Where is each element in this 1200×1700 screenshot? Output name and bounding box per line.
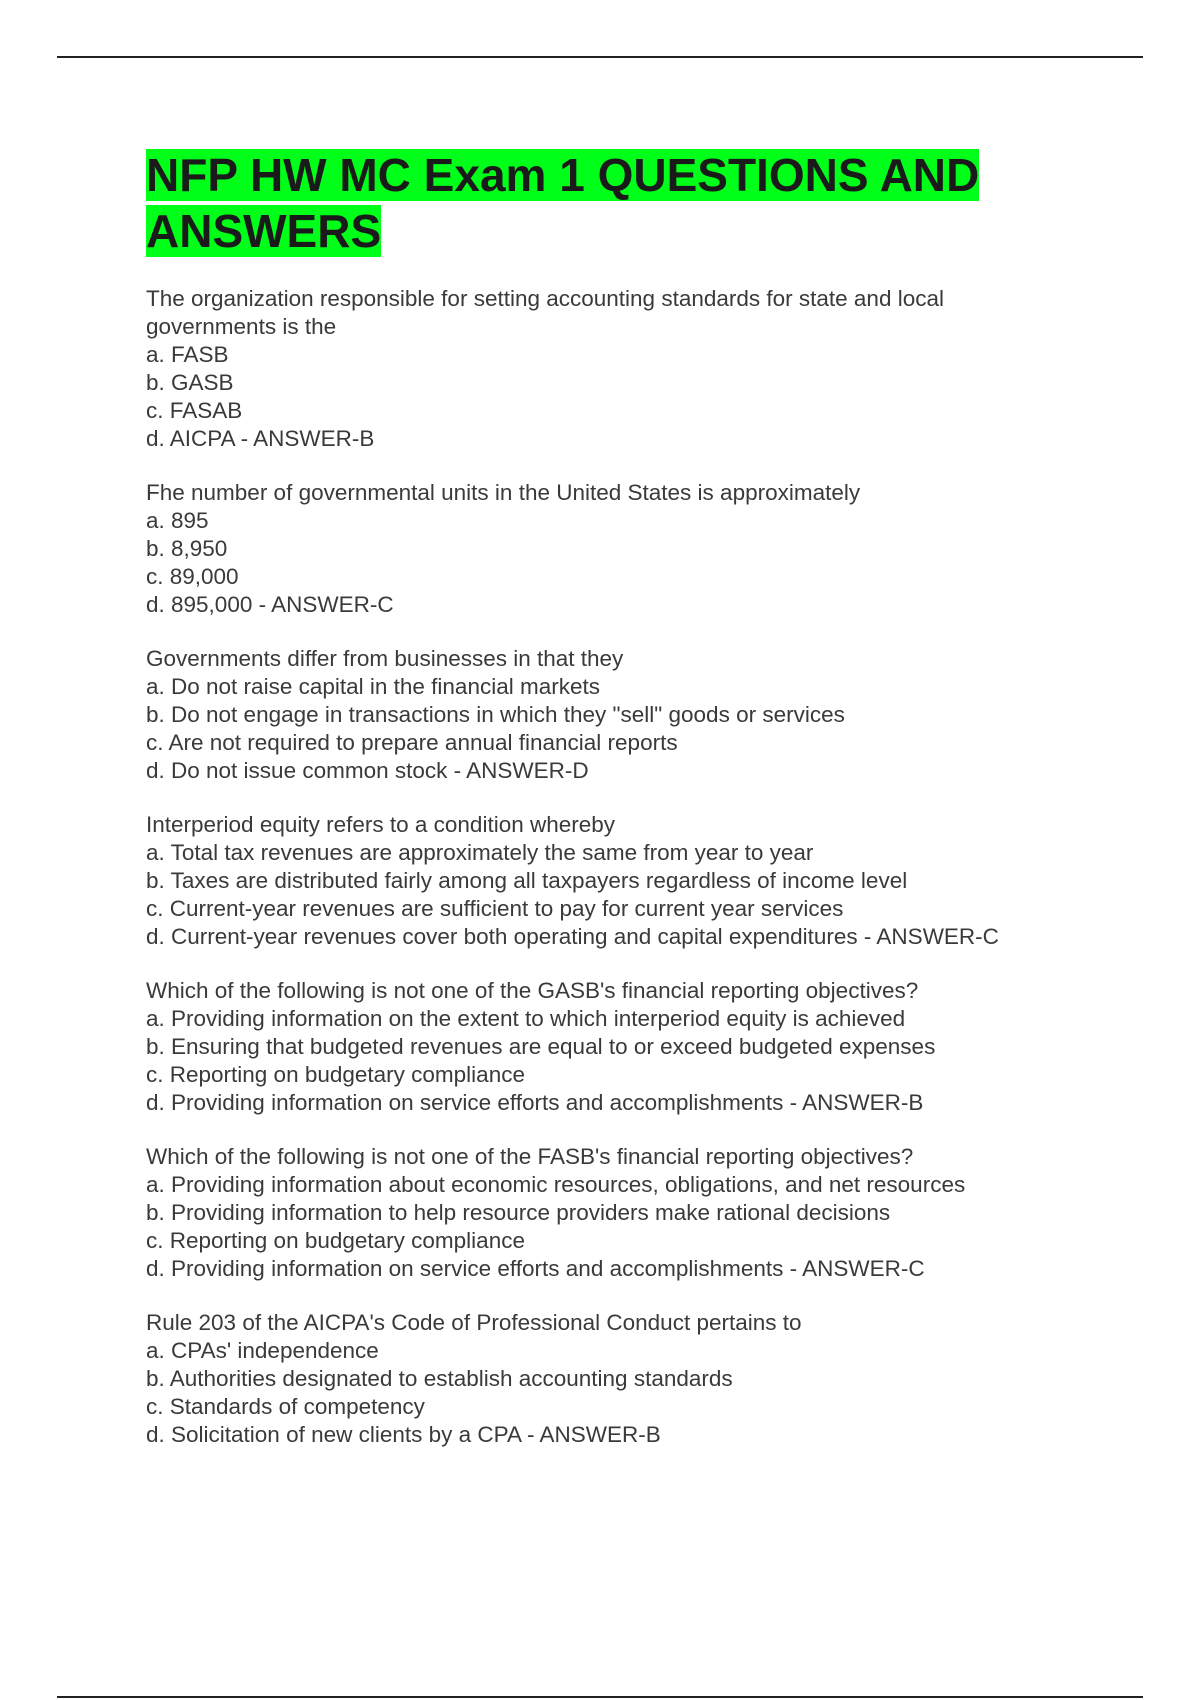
answer-option: b. GASB [146,370,234,395]
question-prompt: The organization responsible for setting accounting standards for state and local governments is the [146,286,944,339]
answer-option: c. Reporting on budgetary compliance [146,1228,525,1253]
answer-option: b. Do not engage in transactions in which they "sell" goods or services [146,702,845,727]
question-prompt: Interperiod equity refers to a condition whereby [146,812,616,837]
question-prompt: Rule 203 of the AICPA's Code of Professional Conduct pertains to [146,1310,802,1335]
answer-option: c. FASAB [146,398,243,423]
header-rule [57,56,1143,58]
answer-option: a. 895 [146,508,209,533]
question-block [146,977,1066,1117]
answer-option: b. 8,950 [146,536,228,561]
question-block [146,811,1066,951]
answer-option: c. Current-year revenues are sufficient to pay for current year services [146,896,844,921]
document-title [146,147,1066,259]
answer-option: c. Are not required to prepare annual financial reports [146,730,678,755]
answer-option: b. Ensuring that budgeted revenues are equal to or exceed budgeted expenses [146,1034,936,1059]
answer-option: a. Total tax revenues are approximately the same from year to year [146,840,814,865]
answer-option: b. Authorities designated to establish accounting standards [146,1366,733,1391]
question-block [146,285,1066,453]
answer-option: d. 895,000 - ANSWER-C [146,592,394,617]
question-block [146,1143,1066,1283]
answer-option: c. Standards of competency [146,1394,425,1419]
question-block [146,479,1066,619]
answer-option: d. Providing information on service efforts and accomplishments - ANSWER-C [146,1256,925,1281]
question-block [146,645,1066,785]
question-prompt: Which of the following is not one of the FASB's financial reporting objectives? [146,1144,914,1169]
answer-option: d. Do not issue common stock - ANSWER-D [146,758,589,783]
question-prompt: Which of the following is not one of the GASB's financial reporting objectives? [146,978,919,1003]
answer-option: a. Providing information about economic resources, obligations, and net resources [146,1172,966,1197]
answer-option: a. CPAs' independence [146,1338,379,1363]
answer-option: d. Solicitation of new clients by a CPA - ANSWER-B [146,1422,661,1447]
question-prompt: Fhe number of governmental units in the United States is approximately [146,480,861,505]
title-highlight: NFP HW MC Exam 1 QUESTIONS AND ANSWERS [146,149,980,257]
document-body [146,147,1066,1475]
answer-option: d. AICPA - ANSWER-B [146,426,375,451]
answer-option: a. Do not raise capital in the financial markets [146,674,600,699]
footer-rule [57,1696,1143,1698]
answer-option: c. 89,000 [146,564,239,589]
answer-option: a. FASB [146,342,229,367]
question-block [146,1309,1066,1449]
answer-option: a. Providing information on the extent to which interperiod equity is achieved [146,1006,906,1031]
answer-option: d. Providing information on service efforts and accomplishments - ANSWER-B [146,1090,924,1115]
answer-option: b. Providing information to help resource providers make rational decisions [146,1200,891,1225]
answer-option: c. Reporting on budgetary compliance [146,1062,525,1087]
answer-option: d. Current-year revenues cover both operating and capital expenditures - ANSWER-C [146,924,999,949]
answer-option: b. Taxes are distributed fairly among all taxpayers regardless of income level [146,868,908,893]
question-prompt: Governments differ from businesses in that they [146,646,624,671]
